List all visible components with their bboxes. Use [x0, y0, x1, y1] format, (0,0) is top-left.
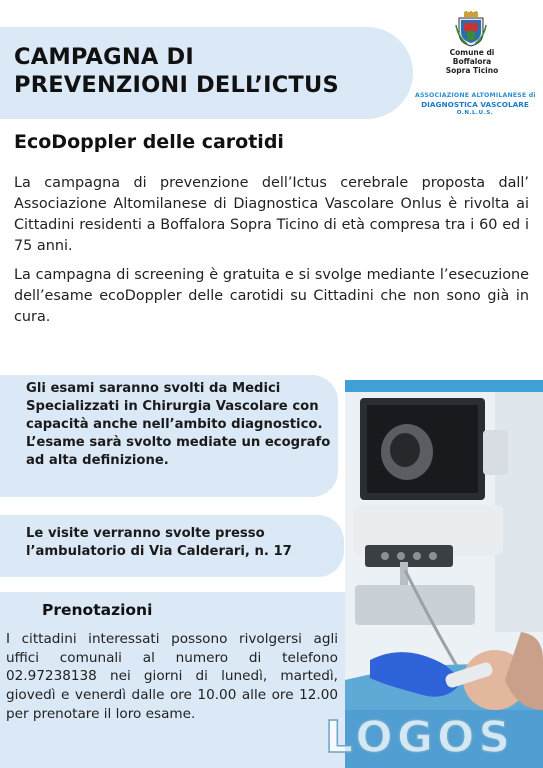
association-name-main: DIAGNOSTICA VASCOLARE	[421, 100, 529, 109]
comune-line-3: Sopra Ticino	[445, 66, 499, 75]
title-line-2: PREVENZIONI DELL’ICTUS	[14, 72, 339, 98]
booking-text: I cittadini interessati possono rivolgersi agli uffici comunali al numero di telefono 02.97238138 nei giorni di lunedì, martedì, giovedì e venerdì dalle ore 10.00 alle ore 12.00 per prenotare il loro esame.	[6, 631, 338, 722]
booking-title: Prenotazioni	[42, 601, 153, 619]
association-onlus: O.N.L.U.S.	[456, 110, 494, 116]
comune-label	[430, 48, 514, 75]
highlight-doctors-text: Gli esami saranno svolti da Medici Specializzati in Chirurgia Vascolare con capacità anche nell’ambito diagnostico. L’esame sarà svolto mediate un ecografo ad alta definizione.	[26, 381, 331, 468]
subtitle: EcoDoppler delle carotidi	[14, 131, 284, 153]
highlight-location-text: Le visite verranno svolte presso l’ambulatorio di Via Calderari, n. 17	[26, 526, 292, 559]
page-title	[14, 43, 409, 99]
screening-paragraph: La campagna di screening è gratuita e si svolge mediante l’esecuzione dell’esame ecoDoppler delle carotidi su Cittadini che non sono già in cura.	[14, 267, 529, 325]
comune-line-1: Comune di	[449, 48, 495, 57]
logos-watermark: LOGOS	[324, 712, 515, 763]
association-name-top: ASSOCIAZIONE ALTOMILANESE di	[415, 92, 536, 99]
title-line-1: CAMPAGNA DI	[14, 44, 194, 70]
comune-line-2: Boffalora	[452, 57, 492, 66]
intro-paragraph: La campagna di prevenzione dell’Ictus cerebrale proposta dall’ Associazione Altomilanese di Diagnostica Vascolare Onlus è rivolta ai Cittadini residenti a Boffalora Sopra Ticino di età compresa tra i 60 ed i 75 anni.	[14, 175, 529, 254]
comune-crest-icon	[455, 11, 487, 47]
